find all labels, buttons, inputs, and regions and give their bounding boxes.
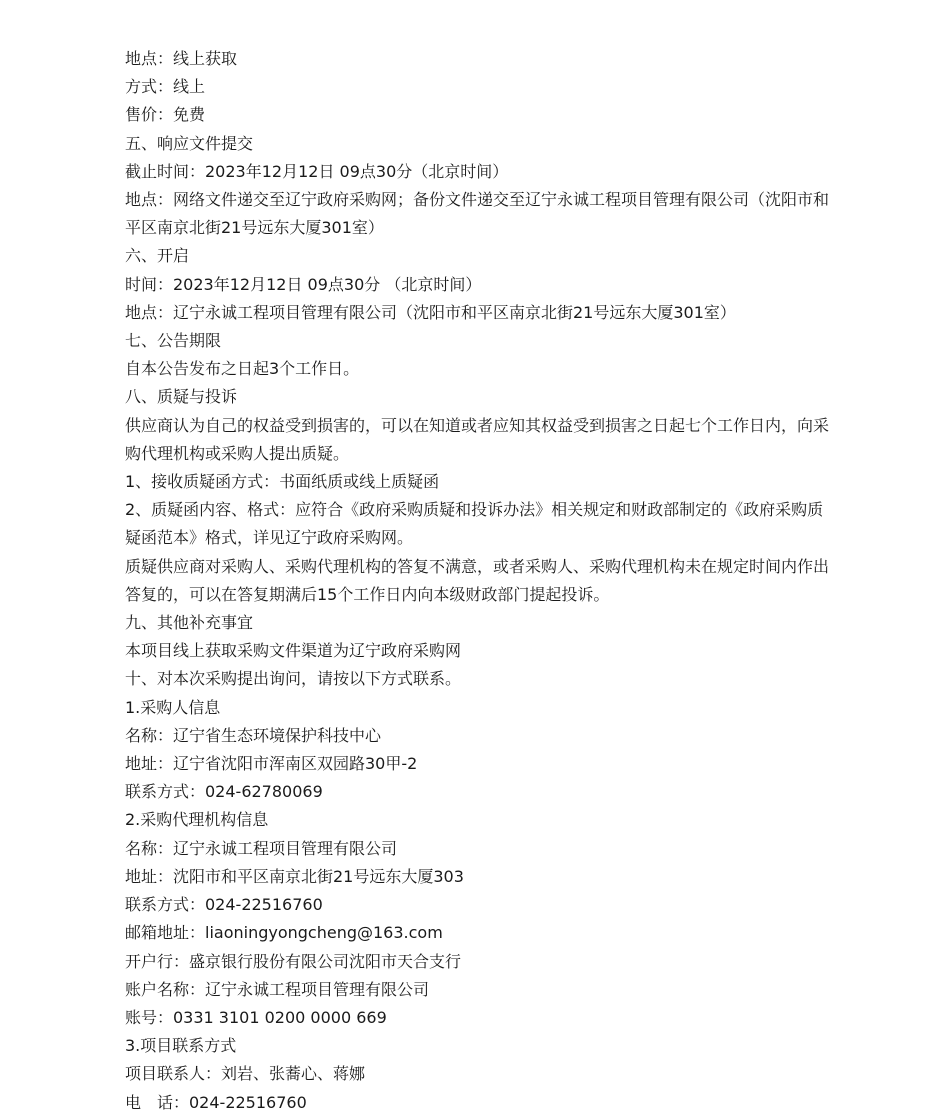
acquisition-location: 地点：线上获取	[125, 49, 238, 68]
project-contact-phone: 电 话：024-22516760	[125, 1092, 307, 1112]
agency-address: 地址：沈阳市和平区南京北街21号远东大厦303	[125, 866, 464, 886]
agency-email: 邮箱地址：liaoningyongcheng@163.com	[125, 923, 443, 943]
agency-name: 名称：辽宁永诚工程项目管理有限公司	[125, 838, 398, 858]
announcement-body	[125, 45, 830, 1117]
purchaser-address: 地址：辽宁省沈阳市浑南区双园路30甲-2	[125, 754, 418, 774]
price: 售价：免费	[125, 105, 206, 125]
section-heading-challenge-complaint: 八、质疑与投诉	[125, 387, 238, 407]
section-heading-opening: 六、开启	[125, 246, 190, 266]
supplementary-text: 本项目线上获取采购文件渠道为辽宁政府采购网	[125, 641, 462, 661]
agency-bank: 开户行：盛京银行股份有限公司沈阳市天合支行	[125, 951, 462, 971]
section-heading-supplementary: 九、其他补充事宜	[125, 613, 254, 633]
section-heading-notice-period: 七、公告期限	[125, 331, 222, 351]
section-heading-contact: 十、对本次采购提出询问，请按以下方式联系。	[125, 669, 462, 689]
opening-location: 地点：辽宁永诚工程项目管理有限公司（沈阳市和平区南京北街21号远东大厦301室）	[125, 302, 736, 322]
complaint-text: 质疑供应商对采购人、采购代理机构的答复不满意，或者采购人、采购代理机构未在规定时间内作出答复的，可以在答复期满后15个工作日内向本级财政部门提起投诉。	[125, 556, 830, 604]
purchaser-phone: 联系方式：024-62780069	[125, 782, 323, 802]
submission-location: 地点：网络文件递交至辽宁政府采购网；备份文件递交至辽宁永诚工程项目管理有限公司（沈阳市和平区南京北街21号远东大厦301室）	[125, 190, 830, 238]
section-heading-response-submission: 五、响应文件提交	[125, 133, 254, 153]
agency-account-name: 账户名称：辽宁永诚工程项目管理有限公司	[125, 979, 430, 999]
purchaser-info-heading: 1.采购人信息	[125, 697, 221, 717]
challenge-rights-text: 供应商认为自己的权益受到损害的，可以在知道或者应知其权益受到损害之日起七个工作日内，向采购代理机构或采购人提出质疑。	[125, 415, 830, 463]
challenge-format: 2、质疑函内容、格式：应符合《政府采购质疑和投诉办法》相关规定和财政部制定的《政府采购质疑函范本》格式，详见辽宁政府采购网。	[125, 500, 824, 548]
project-contact-persons: 项目联系人：刘岩、张蕎心、蒋娜	[125, 1064, 366, 1084]
submission-deadline: 截止时间：2023年12月12日 09点30分（北京时间）	[125, 161, 509, 181]
challenge-receipt-method: 1、接收质疑函方式：书面纸质或线上质疑函	[125, 472, 440, 492]
project-contact-heading: 3.项目联系方式	[125, 1036, 237, 1056]
agency-info-heading: 2.采购代理机构信息	[125, 810, 269, 830]
notice-period: 自本公告发布之日起3个工作日。	[125, 359, 360, 379]
agency-phone: 联系方式：024-22516760	[125, 895, 323, 915]
purchaser-name: 名称：辽宁省生态环境保护科技中心	[125, 725, 382, 745]
agency-account-number: 账号：0331 3101 0200 0000 669	[125, 1007, 387, 1027]
opening-time: 时间：2023年12月12日 09点30分 （北京时间）	[125, 274, 482, 294]
acquisition-method: 方式：线上	[125, 77, 206, 97]
